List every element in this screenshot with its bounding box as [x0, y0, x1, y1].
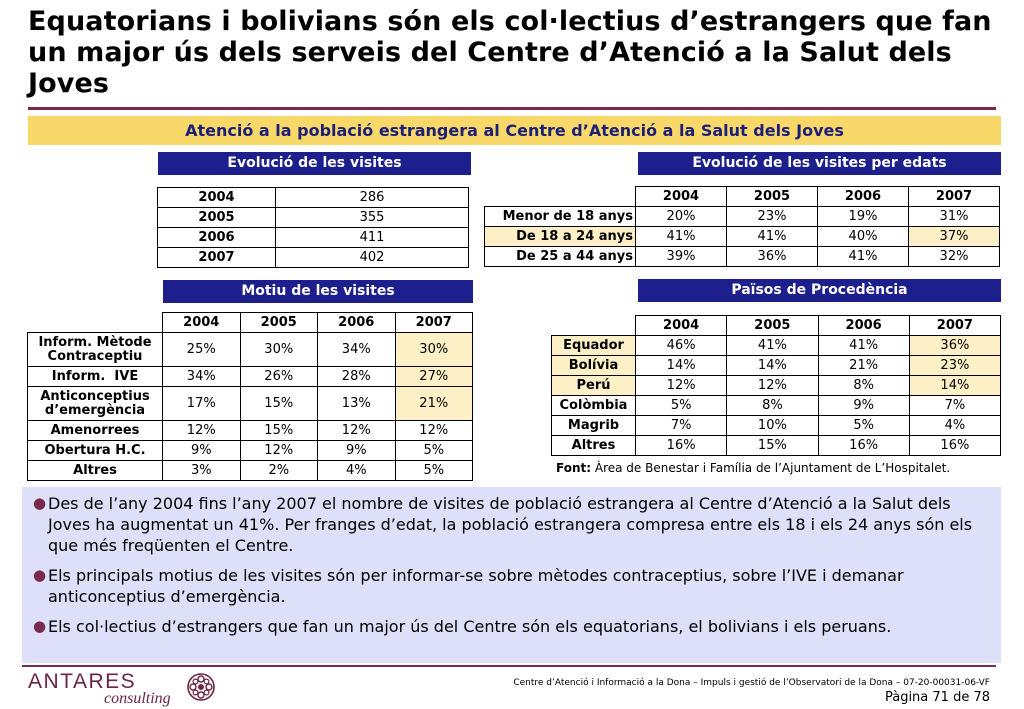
data-cell: 12%: [163, 421, 241, 441]
source-text: Àrea de Benestar i Família de l’Ajuntament de L’Hospitalet.: [594, 461, 951, 475]
data-cell: 32%: [909, 247, 1000, 267]
data-cell: 15%: [727, 436, 818, 456]
table-row: [158, 248, 469, 268]
antares-flower-logo-icon: [186, 672, 216, 702]
logo-wordmark: ANTARES: [28, 670, 137, 693]
data-cell: 9%: [318, 441, 396, 461]
table-row: [552, 376, 1001, 396]
bullet-text: Des de l’any 2004 fins l’any 2007 el nombre de visites de població estrangera al Centre d’Atenció a la Salut dels Joves ha augmentat un 41%. Per franges d’edat, la població estrangera compresa entre els 18 i els 24 anys són els que més freqüenten el Centre.: [48, 494, 973, 555]
row-label: Magrib: [552, 416, 636, 436]
data-cell: 16%: [909, 436, 1000, 456]
data-cell: 30%: [395, 333, 473, 367]
table-row: [28, 421, 473, 441]
table-header-row: [552, 316, 1001, 336]
visits-evolution-header: Evolució de les visites: [158, 152, 471, 175]
table-row: [158, 188, 469, 208]
empty-corner-cell: [28, 313, 163, 333]
data-cell: 41%: [727, 336, 818, 356]
year-cell: 2004: [158, 188, 276, 208]
year-cell: 2006: [158, 228, 276, 248]
data-cell: 41%: [636, 227, 727, 247]
table-row: [552, 416, 1001, 436]
row-label: Perú: [552, 376, 636, 396]
column-header: 2004: [636, 187, 727, 207]
year-cell: 2005: [158, 208, 276, 228]
data-cell: 4%: [909, 416, 1000, 436]
data-cell: 16%: [636, 436, 727, 456]
row-label: Inform. Mètode Contraceptiu: [28, 333, 163, 367]
visits-evolution-table: [157, 187, 469, 268]
column-header: 2007: [395, 313, 473, 333]
empty-corner-cell: [552, 316, 636, 336]
value-cell: 411: [276, 228, 469, 248]
empty-corner-cell: [485, 187, 636, 207]
table-row: [28, 441, 473, 461]
bullet-dot-icon: ●: [33, 566, 47, 584]
data-cell: 2%: [240, 461, 318, 481]
data-cell: 36%: [909, 336, 1000, 356]
data-cell: 5%: [636, 396, 727, 416]
column-header: 2004: [636, 316, 727, 336]
row-label: De 18 a 24 anys: [485, 227, 636, 247]
data-cell: 5%: [395, 461, 473, 481]
page-number: Pàgina 71 de 78: [884, 690, 990, 705]
bullet-dot-icon: ●: [33, 494, 47, 512]
data-cell: 23%: [727, 207, 818, 227]
visit-reasons-header: Motiu de les visites: [163, 280, 473, 303]
data-cell: 19%: [818, 207, 909, 227]
section-banner: Atenció a la població estrangera al Centre d’Atenció a la Salut dels Joves: [28, 116, 1001, 145]
row-label: Equador: [552, 336, 636, 356]
footer-reference: Centre d’Atenció i Informació a la Dona – Impuls i gestió de l’Observatori de la Dona – 07-20-00031-06-VF: [513, 678, 990, 688]
source-note: [556, 461, 950, 475]
data-cell: 23%: [909, 356, 1000, 376]
data-cell: 7%: [636, 416, 727, 436]
data-cell: 7%: [909, 396, 1000, 416]
bullet-text: Els principals motius de les visites són per informar-se sobre mètodes contraceptius, sobre l’IVE i demanar anticonceptius d’emergència.: [48, 566, 904, 606]
data-cell: 28%: [318, 367, 396, 387]
visit-reasons-table: [27, 312, 473, 481]
column-header: 2006: [318, 313, 396, 333]
data-cell: 30%: [240, 333, 318, 367]
data-cell: 40%: [818, 227, 909, 247]
table-row: [28, 367, 473, 387]
data-cell: 41%: [818, 247, 909, 267]
list-item: [30, 493, 987, 556]
table-row: [552, 356, 1001, 376]
table-header-row: [28, 313, 473, 333]
data-cell: 34%: [318, 333, 396, 367]
table-row: [28, 387, 473, 421]
data-cell: 16%: [818, 436, 909, 456]
data-cell: 46%: [636, 336, 727, 356]
data-cell: 9%: [163, 441, 241, 461]
data-cell: 14%: [909, 376, 1000, 396]
list-item: [30, 565, 987, 607]
data-cell: 20%: [636, 207, 727, 227]
origin-countries-header: Països de Procedència: [638, 279, 1001, 302]
logo-subtitle: consulting: [104, 690, 171, 707]
summary-bullets: [22, 487, 1001, 663]
data-cell: 10%: [727, 416, 818, 436]
table-row: [158, 208, 469, 228]
data-cell: 12%: [240, 441, 318, 461]
table-row: [158, 228, 469, 248]
data-cell: 31%: [909, 207, 1000, 227]
page-title: Equatorians i bolivians són els col·lectius d’estrangers que fan un major ús dels serveis del Centre d’Atenció a la Salut dels Joves: [28, 6, 992, 99]
table-row: [485, 227, 1000, 247]
data-cell: 14%: [636, 356, 727, 376]
value-cell: 355: [276, 208, 469, 228]
column-header: 2005: [240, 313, 318, 333]
row-label: De 25 a 44 anys: [485, 247, 636, 267]
table-row: [552, 436, 1001, 456]
footer-divider: [22, 665, 996, 667]
column-header: 2006: [818, 187, 909, 207]
data-cell: 26%: [240, 367, 318, 387]
column-header: 2007: [909, 316, 1000, 336]
bullet-dot-icon: ●: [33, 617, 47, 635]
table-header-row: [485, 187, 1000, 207]
table-row: [552, 396, 1001, 416]
row-label: Anticonceptius d’emergència: [28, 387, 163, 421]
row-label: Menor de 18 anys: [485, 207, 636, 227]
data-cell: 25%: [163, 333, 241, 367]
data-cell: 17%: [163, 387, 241, 421]
row-label: Obertura H.C.: [28, 441, 163, 461]
column-header: 2004: [163, 313, 241, 333]
data-cell: 27%: [395, 367, 473, 387]
data-cell: 15%: [240, 387, 318, 421]
column-header: 2006: [818, 316, 909, 336]
data-cell: 21%: [818, 356, 909, 376]
data-cell: 12%: [636, 376, 727, 396]
data-cell: 21%: [395, 387, 473, 421]
age-evolution-header: Evolució de les visites per edats: [638, 152, 1001, 175]
data-cell: 13%: [318, 387, 396, 421]
age-evolution-table: [484, 186, 1000, 267]
row-label: Inform. IVE: [28, 367, 163, 387]
data-cell: 14%: [727, 356, 818, 376]
data-cell: 41%: [818, 336, 909, 356]
data-cell: 34%: [163, 367, 241, 387]
origin-countries-table: [551, 315, 1001, 456]
list-item: [30, 616, 987, 637]
value-cell: 402: [276, 248, 469, 268]
title-divider: [28, 107, 996, 110]
data-cell: 41%: [727, 227, 818, 247]
data-cell: 5%: [395, 441, 473, 461]
data-cell: 9%: [818, 396, 909, 416]
data-cell: 37%: [909, 227, 1000, 247]
data-cell: 39%: [636, 247, 727, 267]
data-cell: 15%: [240, 421, 318, 441]
column-header: 2007: [909, 187, 1000, 207]
row-label: Amenorrees: [28, 421, 163, 441]
row-label: Altres: [28, 461, 163, 481]
data-cell: 12%: [727, 376, 818, 396]
bullet-text: Els col·lectius d’estrangers que fan un major ús del Centre són els equatorians, el bolivians i els peruans.: [48, 617, 892, 636]
row-label: Bolívia: [552, 356, 636, 376]
row-label: Colòmbia: [552, 396, 636, 416]
column-header: 2005: [727, 187, 818, 207]
table-row: [28, 333, 473, 367]
data-cell: 36%: [727, 247, 818, 267]
table-row: [485, 247, 1000, 267]
data-cell: 5%: [818, 416, 909, 436]
data-cell: 8%: [818, 376, 909, 396]
data-cell: 8%: [727, 396, 818, 416]
table-row: [485, 207, 1000, 227]
data-cell: 3%: [163, 461, 241, 481]
year-cell: 2007: [158, 248, 276, 268]
table-row: [28, 461, 473, 481]
data-cell: 4%: [318, 461, 396, 481]
row-label: Altres: [552, 436, 636, 456]
value-cell: 286: [276, 188, 469, 208]
source-label: Font:: [556, 461, 592, 475]
column-header: 2005: [727, 316, 818, 336]
data-cell: 12%: [395, 421, 473, 441]
data-cell: 12%: [318, 421, 396, 441]
table-row: [552, 336, 1001, 356]
